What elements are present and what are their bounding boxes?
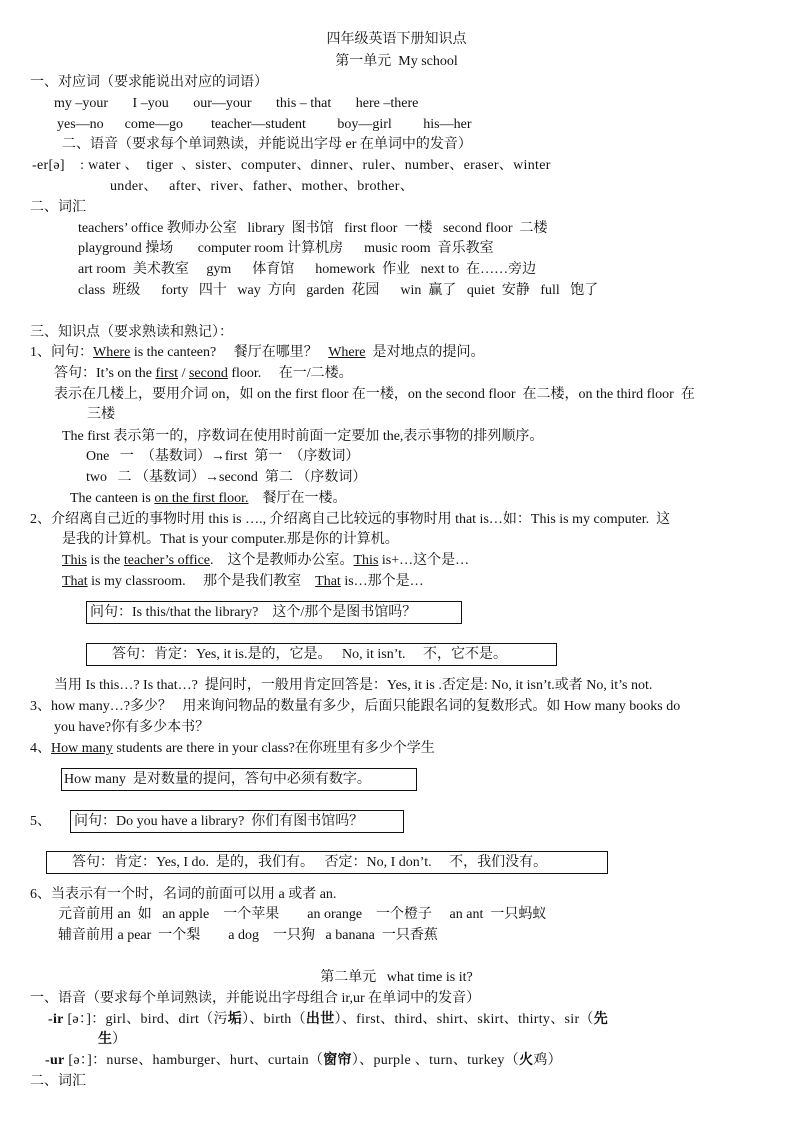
- unit1-heading: 第一单元 My school: [335, 54, 458, 69]
- point-6-vowel-examples: 元音前用 an 如 an apple 一个苹果 an orange 一个橙子 an ant 一只蚂蚁: [58, 907, 547, 922]
- unit2-heading: 第二单元 what time is it?: [320, 970, 473, 985]
- do-you-have-question: 问句：Do you have a library? 你们有图书馆吗？: [74, 814, 364, 829]
- vocab-row-2: playground 操场 computer room 计算机房 music room 音乐教室: [78, 241, 494, 256]
- ordinal-two: two 二 （基数词）→second 第二 （序数词）: [86, 470, 367, 485]
- is-this-answer: 答句：肯定：Yes, it is.是的，它是。 No, it isn’t. 不，它不是。: [112, 647, 508, 662]
- point-2-line-1: 2、介绍离自己近的事物时用 this is …., 介绍离自己比较远的事物时用 that is…如：This is my computer. 这: [30, 512, 671, 527]
- canteen-example: The canteen is on the first floor. 餐厅在一楼。: [70, 491, 347, 506]
- vocab-row-3: art room 美术教室 gym 体育馆 homework 作业 next to 在……旁边: [78, 262, 537, 277]
- point-2-line-2: 是我的计算机。That is your computer.那是你的计算机。: [62, 532, 399, 547]
- unit2-phonics-title: 一、语音（要求每个单词熟读，并能说出字母组合 ir,ur 在单词中的发音）: [30, 991, 481, 1006]
- er-words-line-2: under、 after、river、father、mother、brother、: [110, 179, 415, 194]
- point-1-question: 1、问句：Where is the canteen? 餐厅在哪里？ Where 是对地点的提问。: [30, 345, 485, 360]
- is-this-question: 问句：Is this/that the library? 这个/那个是图书馆吗？: [90, 605, 417, 620]
- section-phonics-title: 二、语音（要求每个单词熟读，并能说出字母 er 在单词中的发音）: [62, 137, 472, 152]
- counterpart-pairs-row-1: my –your I –you our—your this – that here –there: [54, 96, 419, 111]
- unit2-vocab-title: 二、词汇: [30, 1074, 86, 1089]
- do-you-have-answer: 答句：肯定：Yes, I do. 是的，我们有。 否定：No, I don’t. 不，我们没有。: [72, 855, 548, 870]
- point-1-explanation-1b: 三楼: [87, 407, 115, 422]
- vocab-row-4: class 班级 forty 四十 way 方向 garden 花园 win 赢了 quiet 安静 full 饱了: [78, 283, 599, 298]
- point-5-number: 5、: [30, 814, 51, 829]
- point-2-note: 当用 Is this…? Is that…? 提问时，一般用肯定回答是：Yes, it is .否定是: No, it isn’t.或者 No, it’s not.: [54, 678, 653, 693]
- point-4-line: 4、How many students are there in your class?在你班里有多少个学生: [30, 741, 435, 756]
- ordinal-one: One 一 （基数词）→first 第一 （序数词）: [86, 449, 360, 464]
- point-6-consonant-examples: 辅音前用 a pear 一个梨 a dog 一只狗 a banana 一只香蕉: [58, 928, 438, 943]
- point-2-this-example: This is the teacher’s office. 这个是教师办公室。This is+…这个是…: [62, 553, 470, 568]
- point-1-answer: 答句：It’s on the first / second floor. 在一/二楼。: [54, 366, 353, 381]
- point-1-explanation-1: 表示在几楼上，要用介词 on，如 on the first floor 在一楼，on the second floor 在二楼，on the third floor 在: [54, 387, 695, 402]
- point-6-line-1: 6、当表示有一个时，名词的前面可以用 a 或者 an.: [30, 887, 337, 902]
- section-knowledge-title: 三、知识点（要求熟读和熟记）：: [30, 325, 233, 340]
- ur-words-line: -ur [ə：]：nurse、hamburger、hurt、curtain（窗帘）、purple 、turn、turkey（火鸡）: [45, 1053, 562, 1068]
- section-counterparts-title: 一、对应词（要求能说出对应的词语）: [30, 75, 268, 90]
- page-title: 四年级英语下册知识点: [326, 32, 467, 47]
- counterpart-pairs-row-2: yes—no come—go teacher—student boy—girl his—her: [57, 117, 472, 132]
- point-1-explanation-2: The first 表示第一的，序数词在使用时前面一定要加 the,表示事物的排列顺序。: [62, 429, 544, 444]
- ir-words-line-2: 生）: [98, 1032, 126, 1047]
- section-vocab-title: 二、词汇: [30, 200, 86, 215]
- point-3-line-2: you have?你有多少本书？: [54, 720, 210, 735]
- point-2-that-example: That is my classroom. 那个是我们教室 That is…那个是…: [62, 574, 424, 589]
- point-3-line-1: 3、how many…?多少？ 用来询问物品的数量有多少，后面只能跟名词的复数形式。如 How many books do: [30, 699, 681, 714]
- er-words-line-1: -er[ə] : water 、 tiger 、sister、computer、dinner、ruler、number、eraser、winter: [32, 158, 551, 173]
- vocab-row-1: teachers’ office 教师办公室 library 图书馆 first floor 一楼 second floor 二楼: [78, 221, 548, 236]
- ir-words-line-1: -ir [ə：]：girl、bird、dirt（污垢）、birth（出世）、first、third、shirt、skirt、thirty、sir（先: [48, 1012, 609, 1027]
- how-many-note: How many 是对数量的提问，答句中必须有数字。: [64, 772, 371, 787]
